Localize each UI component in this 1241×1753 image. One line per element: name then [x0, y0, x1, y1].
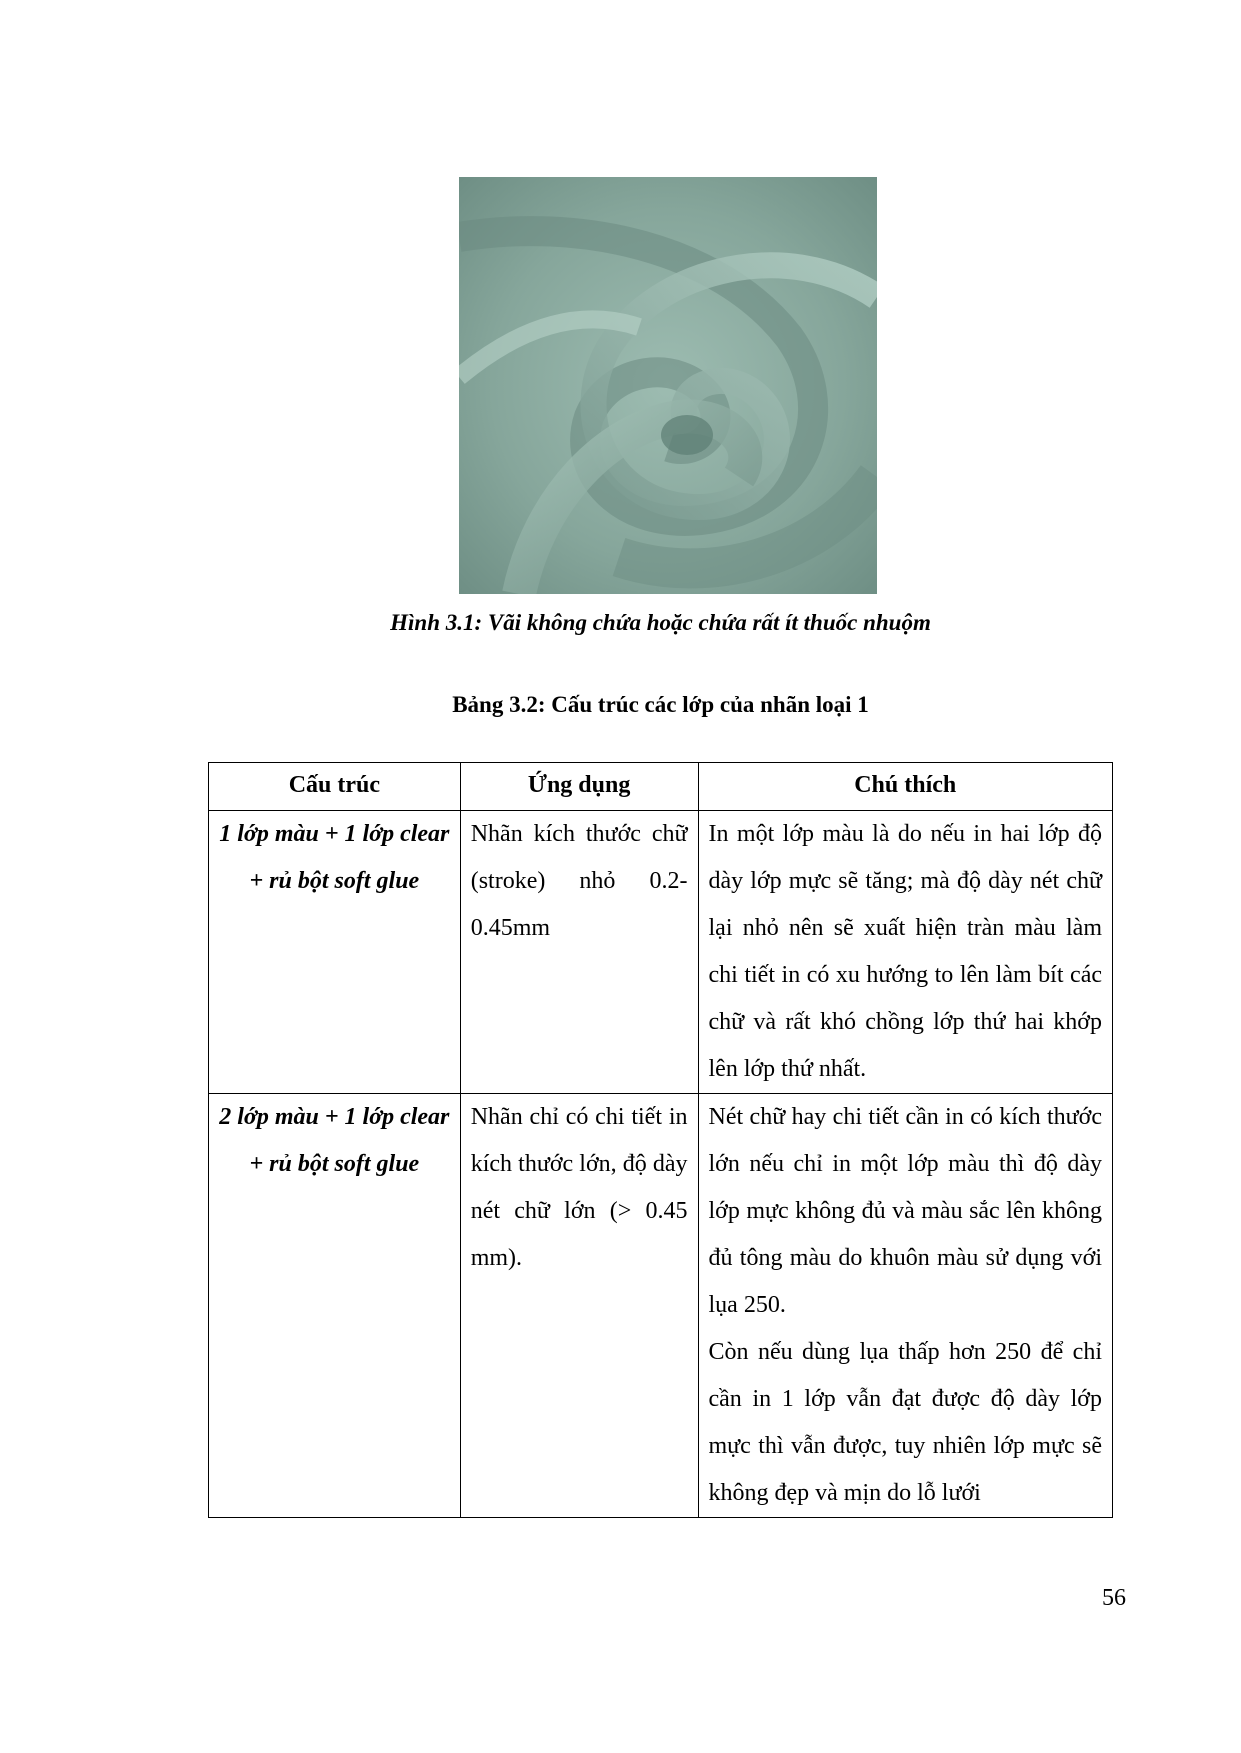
header-structure: Cấu trúc	[209, 763, 461, 811]
figure-caption: Hình 3.1: Vãi không chứa hoặc chứa rất ít thuốc nhuộm	[390, 610, 931, 635]
structure-cell: 1 lớp màu + 1 lớp clear + rủ bột soft glue	[209, 811, 461, 1094]
table-title: Bảng 3.2: Cấu trúc các lớp của nhãn loại 1	[452, 692, 869, 717]
structure-cell: 2 lớp màu + 1 lớp clear + rủ bột soft glue	[209, 1094, 461, 1518]
table-row	[209, 811, 1113, 1094]
fabric-swirl-illustration	[459, 177, 877, 594]
table-header-row	[209, 763, 1113, 811]
application-cell: Nhãn chỉ có chi tiết in kích thước lớn, độ dày nét chữ lớn (> 0.45 mm).	[460, 1094, 698, 1518]
header-note: Chú thích	[698, 763, 1113, 811]
layer-structure-table	[208, 762, 1113, 1518]
application-cell: Nhãn kích thước chữ (stroke) nhỏ 0.2-0.45mm	[460, 811, 698, 1094]
note-paragraph-extra: Còn nếu dùng lụa thấp hơn 250 để chỉ cần in 1 lớp vẫn đạt được độ dày lớp mực thì vẫn được, tuy nhiên lớp mực sẽ không đẹp và mịn do lỗ lưới	[708, 1339, 1102, 1506]
header-application: Ứng dụng	[460, 763, 698, 811]
table-row	[209, 1094, 1113, 1518]
page-number: 56	[1102, 1585, 1126, 1611]
note-cell	[698, 1094, 1113, 1518]
fabric-photo	[459, 177, 877, 594]
note-paragraph: Nét chữ hay chi tiết cần in có kích thước lớn nếu chỉ in một lớp màu thì độ dày lớp mực không đủ và màu sắc lên không đủ tông màu do khuôn màu sử dụng với lụa 250.	[708, 1104, 1102, 1318]
note-cell: In một lớp màu là do nếu in hai lớp độ dày lớp mực sẽ tăng; mà độ dày nét chữ lại nhỏ nên sẽ xuất hiện tràn màu làm chi tiết in có xu hướng to lên làm bít các chữ và rất khó chồng lớp thứ hai khớp lên lớp thứ nhất.	[698, 811, 1113, 1094]
